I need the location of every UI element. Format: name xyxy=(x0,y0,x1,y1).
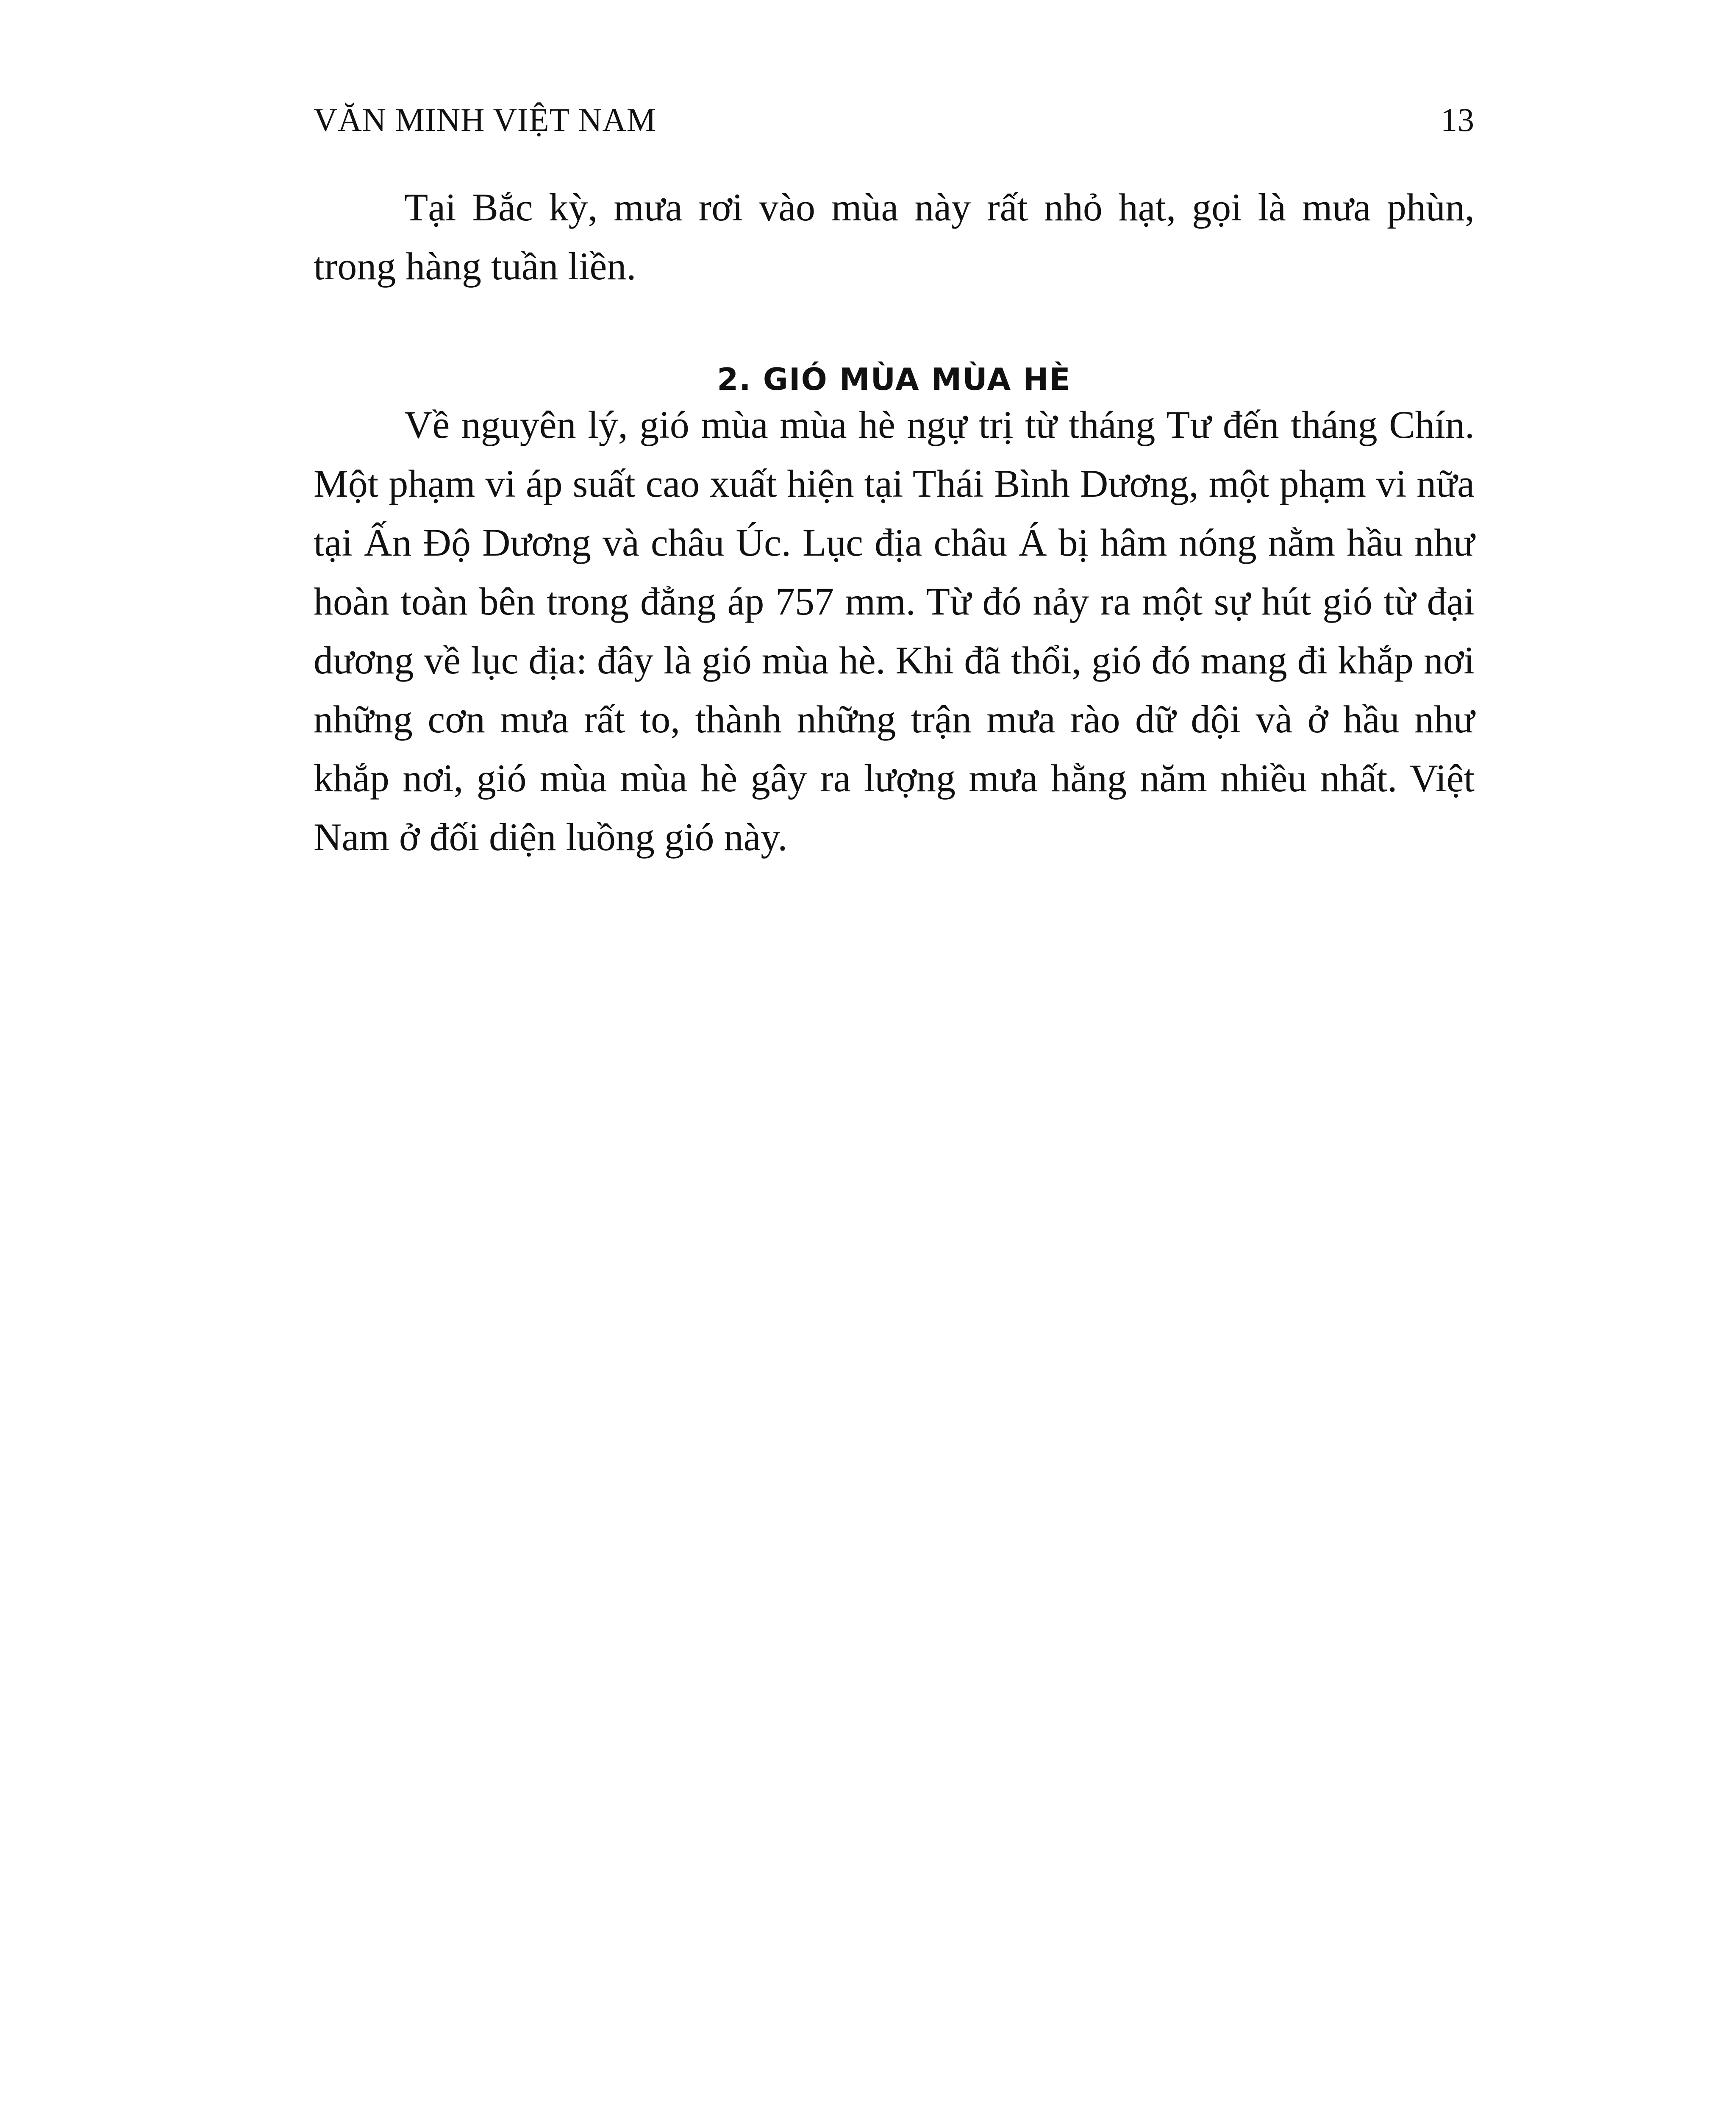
running-header xyxy=(314,97,1475,143)
paragraph-summer-monsoon: Về nguyên lý, gió mùa mùa hè ngự trị từ tháng Tư đến tháng Chín. Một phạm vi áp suất cao xuất hiện tại Thái Bình Dương, một phạm vi nữa tại Ấn Độ Dương và châu Úc. Lục địa châu Á bị hâm nóng nằm hầu như hoàn toàn bên trong đẳng áp 757 mm. Từ đó nảy ra một sự hút gió từ đại dương về lục địa: đây là gió mùa hè. Khi đã thổi, gió đó mang đi khắp nơi những cơn mưa rất to, thành những trận mưa rào dữ dội và ở hầu như khắp nơi, gió mùa mùa hè gây ra lượng mưa hằng năm nhiều nhất. Việt Nam ở đối diện luồng gió này. xyxy=(314,403,1475,859)
paragraph-drizzle: Tại Bắc kỳ, mưa rơi vào mùa này rất nhỏ hạt, gọi là mưa phùn, trong hàng tuần liền. xyxy=(314,186,1475,288)
book-title: VĂN MINH VIỆT NAM xyxy=(314,101,657,138)
page-number: 13 xyxy=(1441,101,1475,138)
section-heading: 2. GIÓ MÙA MÙA HÈ xyxy=(717,362,1071,397)
